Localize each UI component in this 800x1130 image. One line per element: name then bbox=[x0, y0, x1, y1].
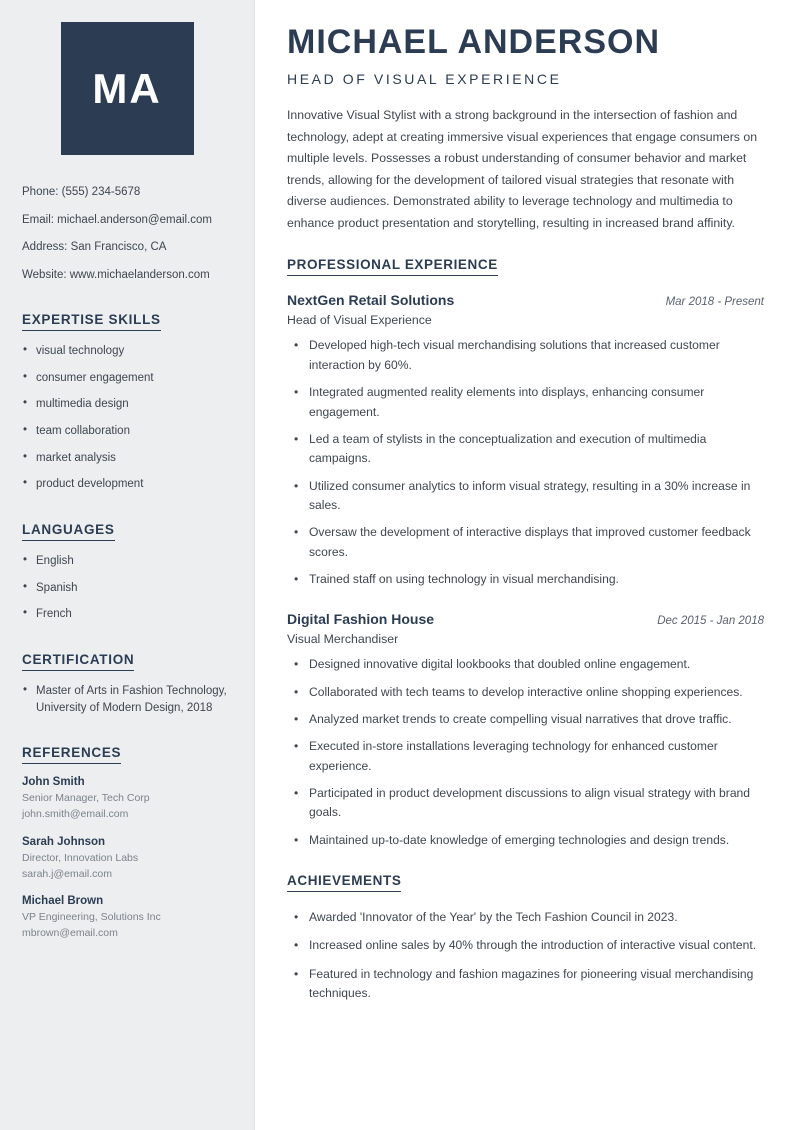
avatar-monogram: MA bbox=[61, 22, 194, 155]
list-item: • Integrated augmented reality elements into displays, enhancing consumer engagement. bbox=[287, 383, 764, 422]
list-item: • French bbox=[22, 606, 232, 623]
section-title-expertise: EXPERTISE SKILLS bbox=[22, 312, 161, 331]
list-item: • Featured in technology and fashion magazines for pioneering visual merchandising techniques. bbox=[287, 965, 764, 1004]
contact-website: Website: www.michaelanderson.com bbox=[22, 268, 210, 281]
experience-entry bbox=[287, 292, 764, 589]
list-item: • multimedia design bbox=[22, 396, 232, 413]
reference-email: sarah.j@email.com bbox=[22, 867, 113, 880]
contact-phone: Phone: (555) 234-5678 bbox=[22, 186, 141, 198]
reference-role: Senior Manager, Tech Corp bbox=[22, 792, 150, 805]
section-certification bbox=[22, 651, 232, 716]
list-item: • consumer engagement bbox=[22, 370, 232, 387]
list-item bbox=[22, 895, 232, 942]
list-item: • Designed innovative digital lookbooks that doubled online engagement. bbox=[287, 655, 764, 674]
contact-address: Address: San Francisco, CA bbox=[22, 241, 167, 254]
employment-dates: Dec 2015 - Jan 2018 bbox=[657, 615, 764, 628]
reference-email: john.smith@email.com bbox=[22, 808, 129, 821]
list-item: • Spanish bbox=[22, 580, 232, 597]
list-item: • Maintained up-to-date knowledge of emerging technologies and design trends. bbox=[287, 831, 764, 850]
list-item: • product development bbox=[22, 476, 232, 493]
list-item: • market analysis bbox=[22, 450, 232, 467]
list-item: • Increased online sales by 40% through the introduction of interactive visual content. bbox=[287, 936, 764, 955]
list-item: • Utilized consumer analytics to inform visual strategy, resulting in a 30% increase in sales. bbox=[287, 477, 764, 516]
section-expertise-skills bbox=[22, 311, 232, 493]
list-item: • team collaboration bbox=[22, 423, 232, 440]
list-item: • Oversaw the development of interactive displays that improved customer feedback scores. bbox=[287, 523, 764, 562]
list-item: • Awarded 'Innovator of the Year' by the Tech Fashion Council in 2023. bbox=[287, 908, 764, 927]
section-title-certification: CERTIFICATION bbox=[22, 652, 134, 671]
list-item: • Developed high-tech visual merchandising solutions that increased customer interaction by 60%. bbox=[287, 336, 764, 375]
reference-name: Michael Brown bbox=[22, 895, 104, 908]
section-title-experience: PROFESSIONAL EXPERIENCE bbox=[287, 257, 498, 276]
expertise-list bbox=[22, 343, 232, 493]
section-references bbox=[22, 744, 232, 942]
list-item: • Master of Arts in Fashion Technology, University of Modern Design, 2018 bbox=[22, 683, 232, 716]
job-role-subtitle: HEAD OF VISUAL EXPERIENCE bbox=[287, 71, 562, 88]
experience-header bbox=[287, 611, 764, 627]
list-item: • Executed in-store installations leveraging technology for enhanced customer experience. bbox=[287, 737, 764, 776]
contact-block bbox=[22, 185, 232, 283]
list-item: • English bbox=[22, 553, 232, 570]
section-professional-experience bbox=[287, 256, 764, 850]
position-title: Visual Merchandiser bbox=[287, 632, 399, 647]
list-item: • Participated in product development discussions to align visual strategy with brand goals. bbox=[287, 784, 764, 823]
reference-name: Sarah Johnson bbox=[22, 835, 106, 848]
reference-name: John Smith bbox=[22, 776, 85, 789]
page-title: MICHAEL ANDERSON bbox=[287, 23, 661, 61]
languages-list bbox=[22, 553, 232, 623]
certification-list bbox=[22, 683, 232, 716]
list-item: • Analyzed market trends to create compelling visual narratives that drove traffic. bbox=[287, 710, 764, 729]
profile-summary: Innovative Visual Stylist with a strong background in the intersection of fashion and technology, adept at creating immersive visual experiences that engage consumers on multiple levels. Possesses a robust understanding of consumer behavior and market trends, allowing for the development of tailored visual strategies that resonate with diverse audiences. Demonstrated ability to leverage technology and multimedia to enhance product presentation and storytelling, resulting in increased brand affinity. bbox=[287, 108, 758, 230]
reference-role: VP Engineering, Solutions Inc bbox=[22, 911, 161, 924]
list-item: • Trained staff on using technology in visual merchandising. bbox=[287, 570, 764, 589]
company-name: NextGen Retail Solutions bbox=[287, 292, 455, 309]
list-item: • Led a team of stylists in the conceptualization and execution of multimedia campaigns. bbox=[287, 430, 764, 469]
section-title-achievements: ACHIEVEMENTS bbox=[287, 873, 401, 892]
contact-email: Email: michael.anderson@email.com bbox=[22, 213, 212, 226]
reference-email: mbrown@email.com bbox=[22, 927, 118, 940]
position-title: Head of Visual Experience bbox=[287, 313, 432, 328]
employment-dates: Mar 2018 - Present bbox=[665, 296, 764, 309]
main-content bbox=[255, 0, 800, 1130]
responsibility-list bbox=[287, 336, 764, 589]
sidebar bbox=[0, 0, 255, 1130]
responsibility-list bbox=[287, 655, 764, 850]
reference-role: Director, Innovation Labs bbox=[22, 851, 139, 864]
experience-header bbox=[287, 292, 764, 308]
list-item bbox=[22, 836, 232, 883]
section-achievements bbox=[287, 872, 764, 1003]
achievements-list bbox=[287, 908, 764, 1003]
section-title-languages: LANGUAGES bbox=[22, 522, 115, 541]
section-title-references: REFERENCES bbox=[22, 745, 121, 764]
list-item bbox=[22, 776, 232, 823]
list-item: • visual technology bbox=[22, 343, 232, 360]
list-item: • Collaborated with tech teams to develop interactive online shopping experiences. bbox=[287, 683, 764, 702]
company-name: Digital Fashion House bbox=[287, 611, 435, 628]
section-languages bbox=[22, 521, 232, 623]
experience-entry bbox=[287, 611, 764, 850]
